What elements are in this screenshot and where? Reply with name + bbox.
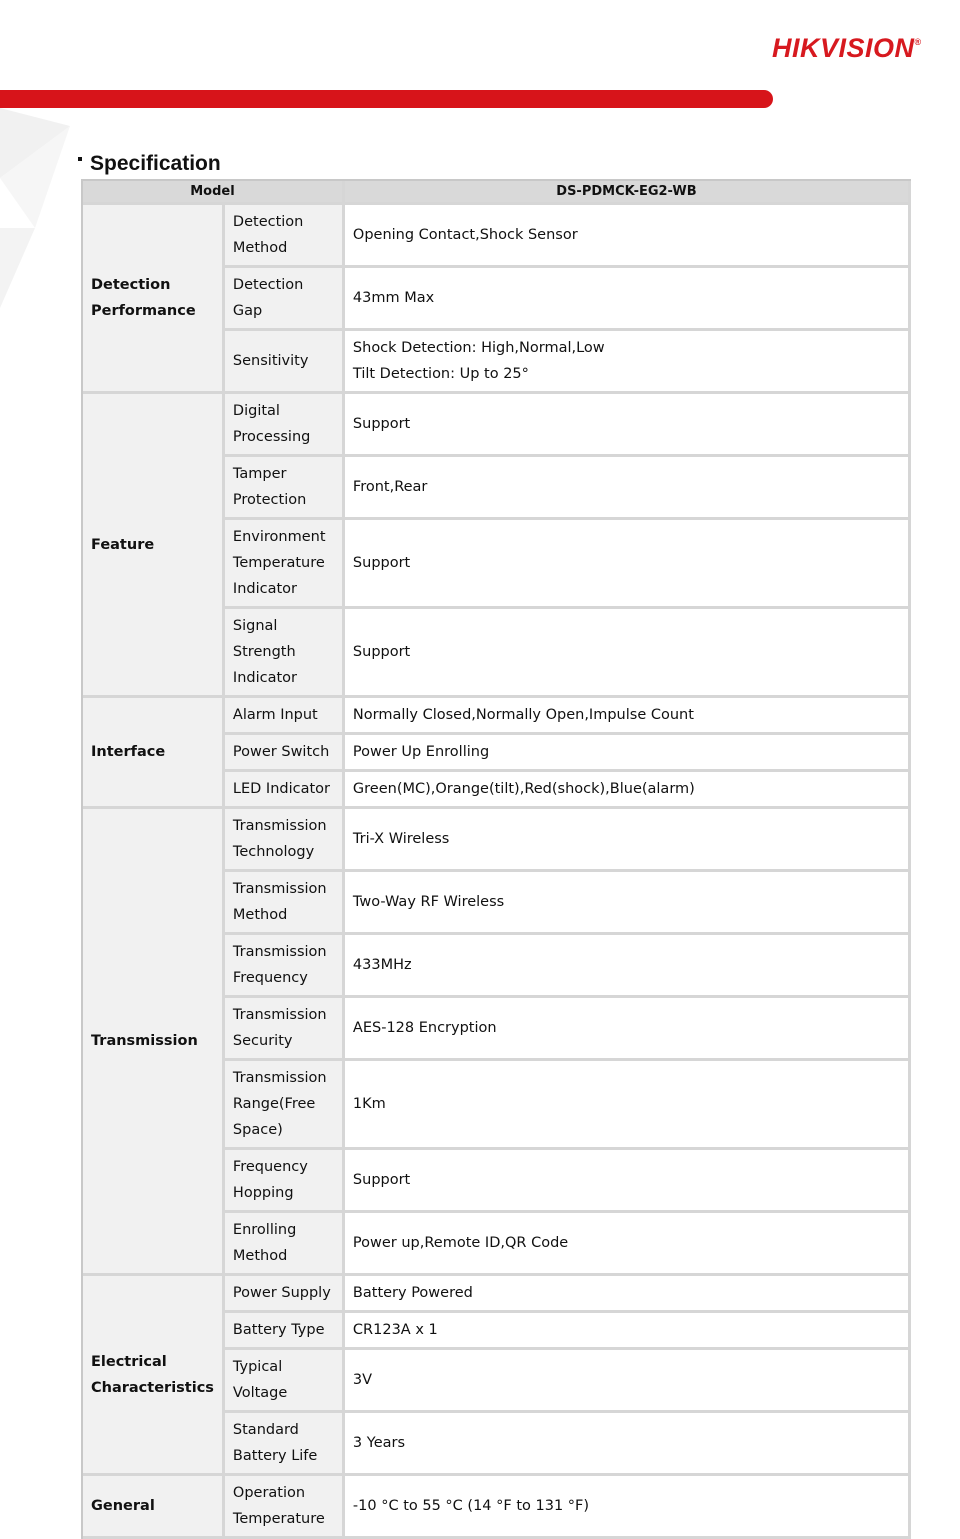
parameter-cell: Digital Processing bbox=[225, 394, 345, 457]
value-line: Normally Closed,Normally Open,Impulse Count bbox=[352, 707, 694, 723]
value-line: Support bbox=[352, 1172, 411, 1188]
parameter-cell: Operation Temperature bbox=[225, 1476, 345, 1539]
model-value: DS-PDMCK-EG2-WB bbox=[345, 181, 911, 205]
parameter-cell: Typical Voltage bbox=[225, 1350, 345, 1413]
value-line: Support bbox=[352, 644, 411, 660]
parameter-cell: Sensitivity bbox=[225, 331, 345, 394]
value-line: Green(MC),Orange(tilt),Red(shock),Blue(alarm) bbox=[352, 781, 695, 797]
value-line: AES-128 Encryption bbox=[352, 1020, 497, 1036]
value-cell bbox=[345, 205, 911, 268]
parameter-cell: Tamper Protection bbox=[225, 457, 345, 520]
value-line: CR123A x 1 bbox=[352, 1322, 438, 1338]
value-line: 3 Years bbox=[352, 1435, 406, 1451]
value-line: Shock Detection: High,Normal,Low bbox=[352, 340, 605, 356]
parameter-cell: Transmission Method bbox=[225, 872, 345, 935]
value-cell bbox=[345, 1350, 911, 1413]
category-cell: Interface bbox=[83, 698, 225, 809]
parameter-cell: Frequency Hopping bbox=[225, 1150, 345, 1213]
value-cell bbox=[345, 609, 911, 698]
category-cell: General bbox=[83, 1476, 225, 1539]
parameter-cell: Battery Type bbox=[225, 1313, 345, 1350]
model-label: Model bbox=[83, 181, 345, 205]
value-line: Front,Rear bbox=[352, 479, 428, 495]
parameter-cell: Transmission Range(Free Space) bbox=[225, 1061, 345, 1150]
value-cell bbox=[345, 735, 911, 772]
bullet-square-icon bbox=[78, 157, 82, 161]
value-cell bbox=[345, 1150, 911, 1213]
value-cell bbox=[345, 1213, 911, 1276]
table-row bbox=[83, 809, 911, 872]
value-line: -10 °C to 55 °C (14 °F to 131 °F) bbox=[352, 1498, 590, 1514]
parameter-cell: Alarm Input bbox=[225, 698, 345, 735]
table-row bbox=[83, 394, 911, 457]
value-line: Tilt Detection: Up to 25° bbox=[352, 366, 529, 382]
value-cell bbox=[345, 1061, 911, 1150]
value-cell bbox=[345, 698, 911, 735]
category-cell: Transmission bbox=[83, 809, 225, 1276]
value-line: Power Up Enrolling bbox=[352, 744, 490, 760]
category-cell: Detection Performance bbox=[83, 205, 225, 394]
value-line: 1Km bbox=[352, 1096, 386, 1112]
value-line: Support bbox=[352, 555, 411, 571]
header-red-bar bbox=[0, 90, 773, 108]
table-row bbox=[83, 1276, 911, 1313]
value-cell bbox=[345, 1276, 911, 1313]
value-cell bbox=[345, 331, 911, 394]
parameter-cell: Transmission Security bbox=[225, 998, 345, 1061]
parameter-cell: Power Supply bbox=[225, 1276, 345, 1313]
decorative-triangles bbox=[0, 108, 90, 318]
value-cell bbox=[345, 1476, 911, 1539]
value-cell bbox=[345, 457, 911, 520]
parameter-cell: Environment Temperature Indicator bbox=[225, 520, 345, 609]
parameter-cell: LED Indicator bbox=[225, 772, 345, 809]
specification-table bbox=[81, 179, 911, 1539]
value-line: 433MHz bbox=[352, 957, 412, 973]
value-cell bbox=[345, 268, 911, 331]
value-cell bbox=[345, 998, 911, 1061]
value-cell bbox=[345, 935, 911, 998]
category-cell: Electrical Characteristics bbox=[83, 1276, 225, 1476]
parameter-cell: Enrolling Method bbox=[225, 1213, 345, 1276]
value-line: Tri-X Wireless bbox=[352, 831, 450, 847]
table-row bbox=[83, 698, 911, 735]
value-cell bbox=[345, 394, 911, 457]
table-row bbox=[83, 1476, 911, 1539]
value-line: Two-Way RF Wireless bbox=[352, 894, 505, 910]
value-line: Support bbox=[352, 416, 411, 432]
value-cell bbox=[345, 872, 911, 935]
value-cell bbox=[345, 772, 911, 809]
value-line: Battery Powered bbox=[352, 1285, 473, 1301]
parameter-cell: Transmission Technology bbox=[225, 809, 345, 872]
section-title: Specification bbox=[78, 152, 221, 176]
value-cell bbox=[345, 520, 911, 609]
parameter-cell: Standard Battery Life bbox=[225, 1413, 345, 1476]
parameter-cell: Signal Strength Indicator bbox=[225, 609, 345, 698]
category-cell: Feature bbox=[83, 394, 225, 698]
table-header-row bbox=[83, 181, 911, 205]
value-line: Power up,Remote ID,QR Code bbox=[352, 1235, 569, 1251]
value-line: Opening Contact,Shock Sensor bbox=[352, 227, 578, 243]
value-cell bbox=[345, 1413, 911, 1476]
value-line: 3V bbox=[352, 1372, 373, 1388]
hikvision-logo: HIKVISION® bbox=[772, 33, 922, 63]
value-line: 43mm Max bbox=[352, 290, 435, 306]
parameter-cell: Detection Gap bbox=[225, 268, 345, 331]
parameter-cell: Transmission Frequency bbox=[225, 935, 345, 998]
value-cell bbox=[345, 1313, 911, 1350]
table-row bbox=[83, 205, 911, 268]
value-cell bbox=[345, 809, 911, 872]
parameter-cell: Detection Method bbox=[225, 205, 345, 268]
parameter-cell: Power Switch bbox=[225, 735, 345, 772]
